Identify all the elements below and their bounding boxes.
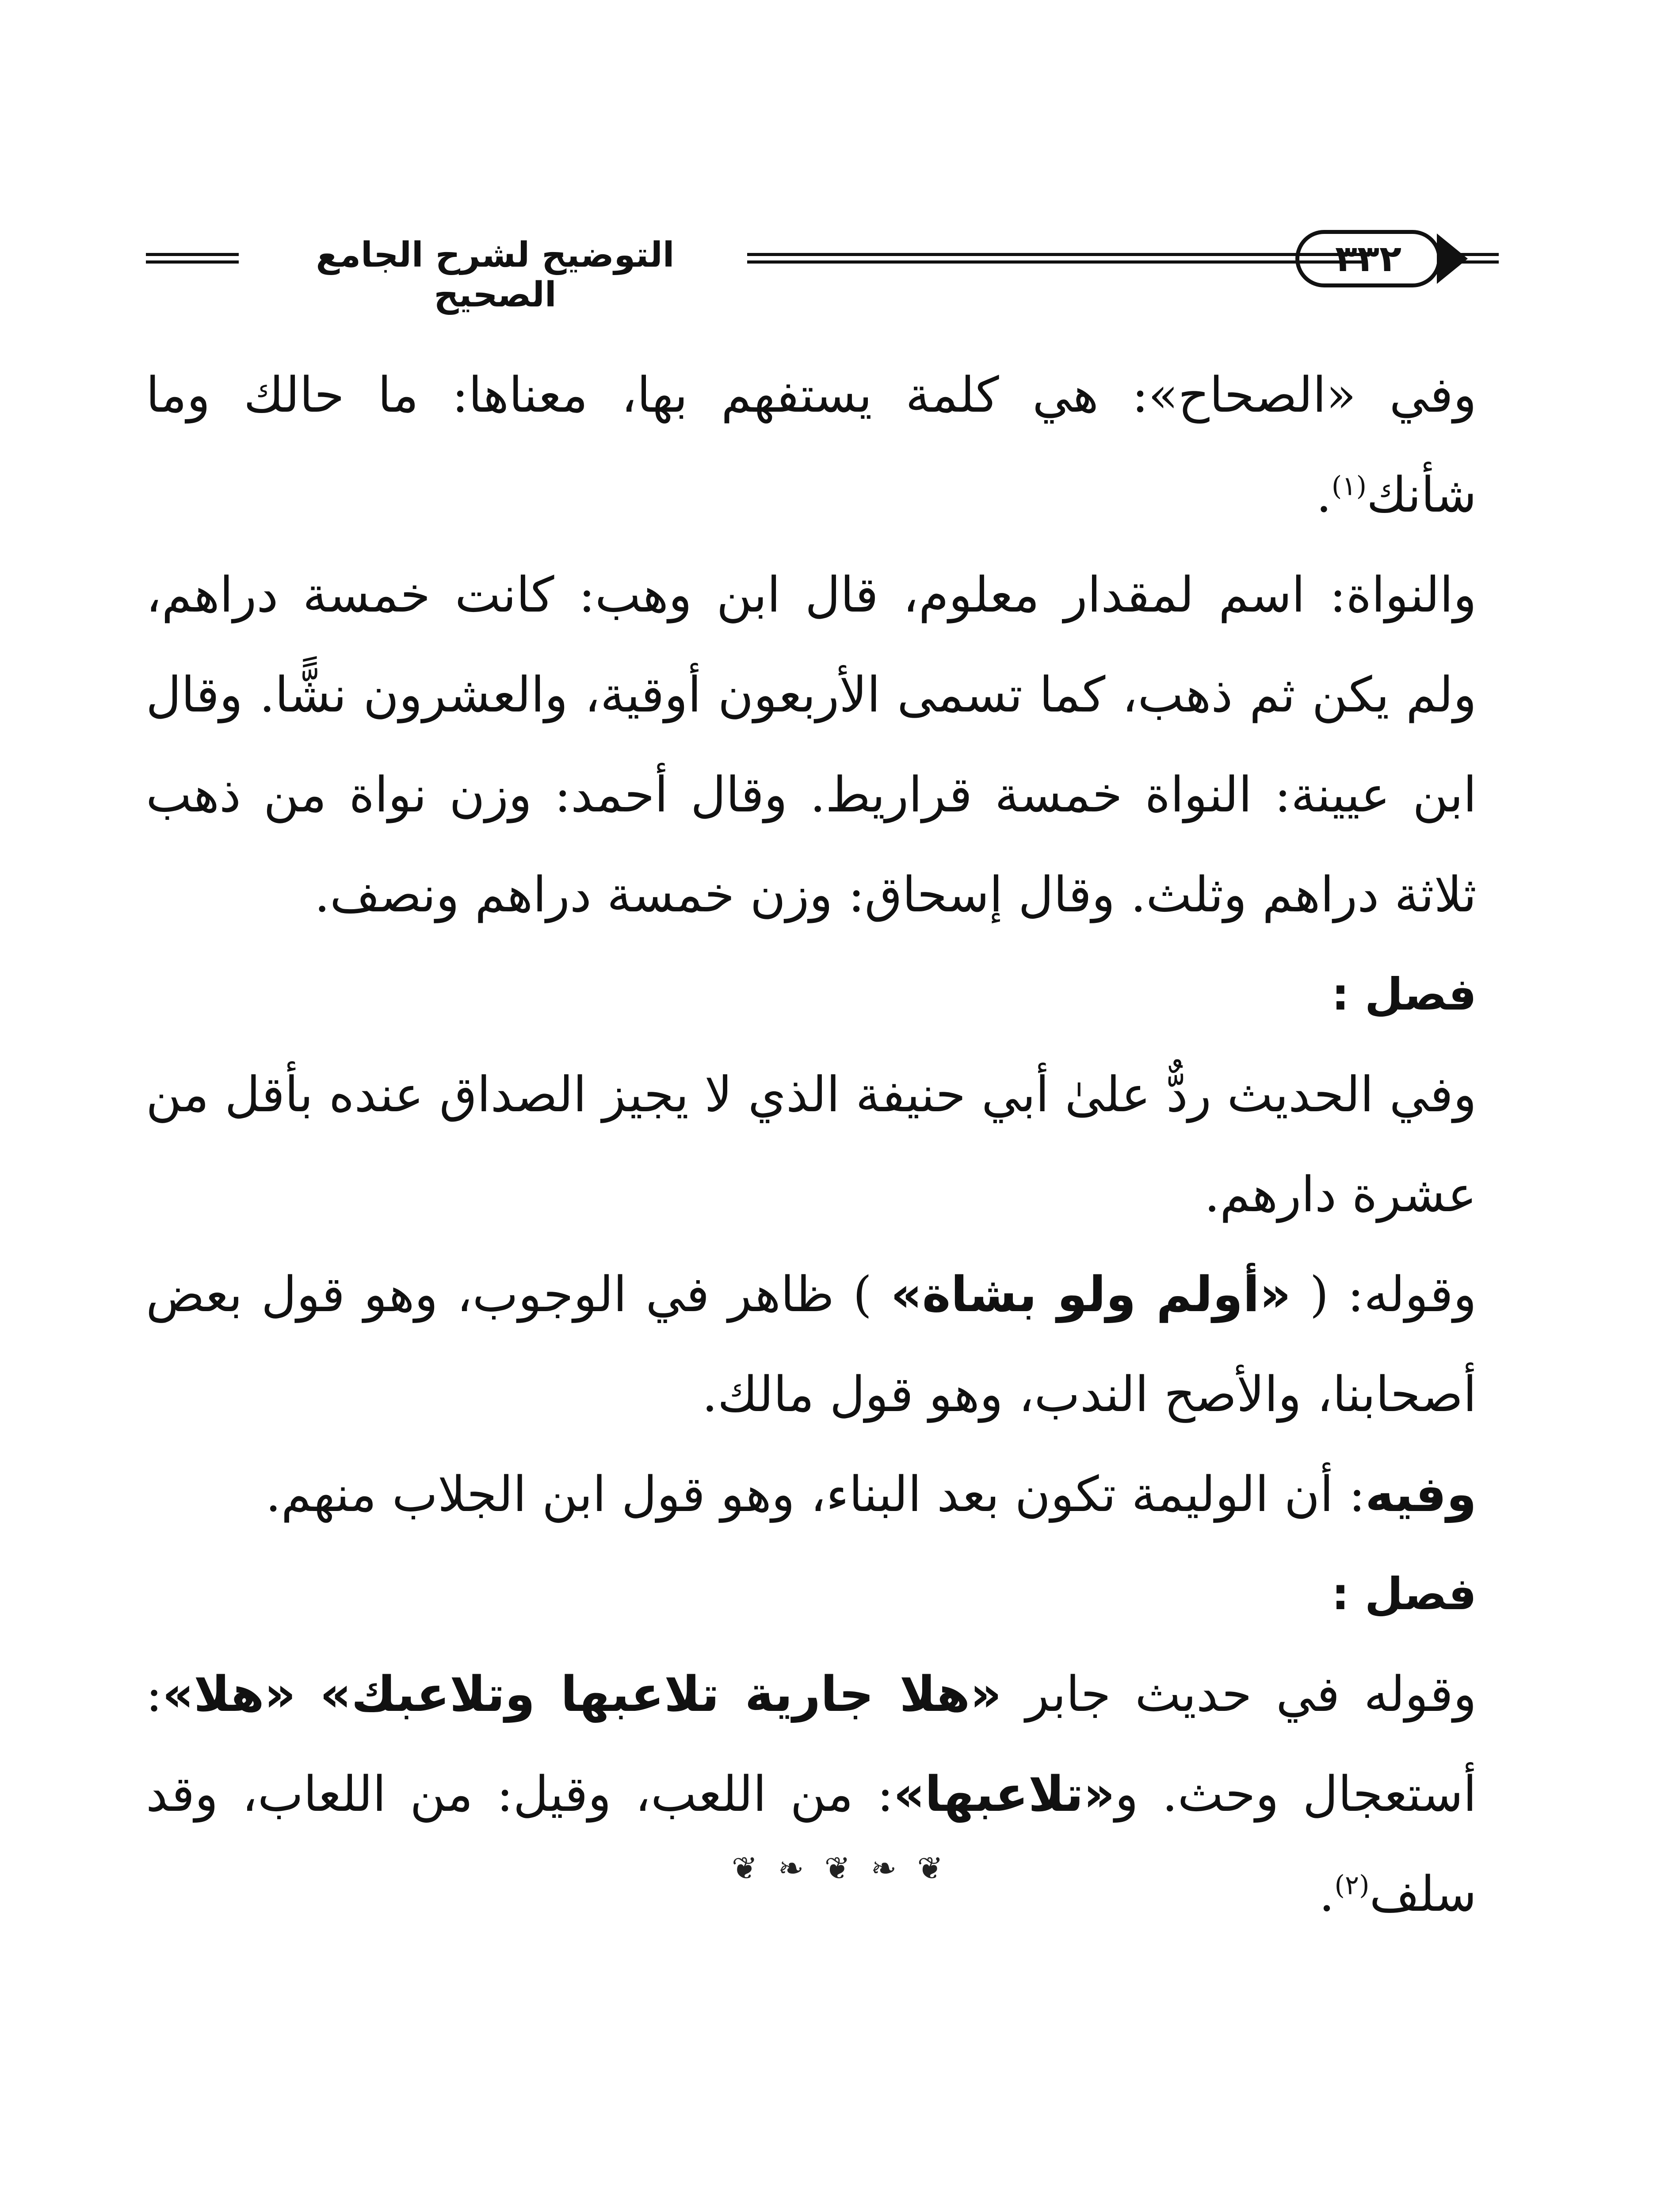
header-rule-right — [1450, 253, 1499, 264]
footnote-ref-1[interactable]: (١) — [1331, 471, 1367, 502]
paragraph-6: وقوله في حديث جابر «هلا جارية تلاعبها وتلاعبك» «هلا»: أستعجال وحث. و«تلاعبها»: من اللعب، وقيل: من اللعاب، وقد سلف$^{(٢)}$. — [146, 1666, 1477, 1922]
header-rule-middle — [747, 253, 1366, 264]
section-heading-2: فصل : — [1331, 1568, 1477, 1620]
footnote-ref-2[interactable]: (٢) — [1334, 1870, 1370, 1901]
page-number: ٣٣٢ — [1335, 237, 1402, 280]
ornament-divider-icon: ❦ ❧ ❦ ❧ ❦ — [731, 1850, 949, 1886]
main-text — [146, 345, 1477, 1944]
header-rule-left — [146, 253, 239, 264]
page-number-badge — [1295, 230, 1441, 287]
section-heading-1: فصل : — [1331, 968, 1477, 1020]
running-header — [146, 230, 1477, 315]
book-title: التوضيح لشرح الجامع الصحيح — [316, 235, 675, 315]
paragraph-4: وقوله: ( «أولم ولو بشاة» ) ظاهر في الوجوب، وهو قول بعض أصحابنا، والأصح الندب، وهو قول مالك. — [146, 1266, 1477, 1423]
paragraph-1: وفي «الصحاح»: هي كلمة يستفهم بها، معناها: ما حالك وما شأنك$^{(١)}$. — [146, 367, 1477, 523]
paragraph-5: وفيه: أن الوليمة تكون بعد البناء، وهو قول ابن الجلاب منهم. — [265, 1466, 1477, 1522]
paragraph-3: وفي الحديث ردٌّ علىٰ أبي حنيفة الذي لا يجيز الصداق عنده بأقل من عشرة دارهم. — [146, 1066, 1477, 1223]
hadith-quote: «هلا جارية تلاعبها وتلاعبك» — [320, 1666, 1002, 1722]
paragraph-2: والنواة: اسم لمقدار معلوم، قال ابن وهب: كانت خمسة دراهم، ولم يكن ثم ذهب، كما تسمى الأربعون أوقية، والعشرون نشًّا. وقال ابن عيينة: النواة خمسة قراريط. وقال أحمد: وزن نواة من ذهب ثلاثة دراهم وثلث. وقال إسحاق: وزن خمسة دراهم ونصف. — [146, 566, 1477, 923]
hadith-quote: «أولم ولو بشاة» — [890, 1266, 1291, 1323]
